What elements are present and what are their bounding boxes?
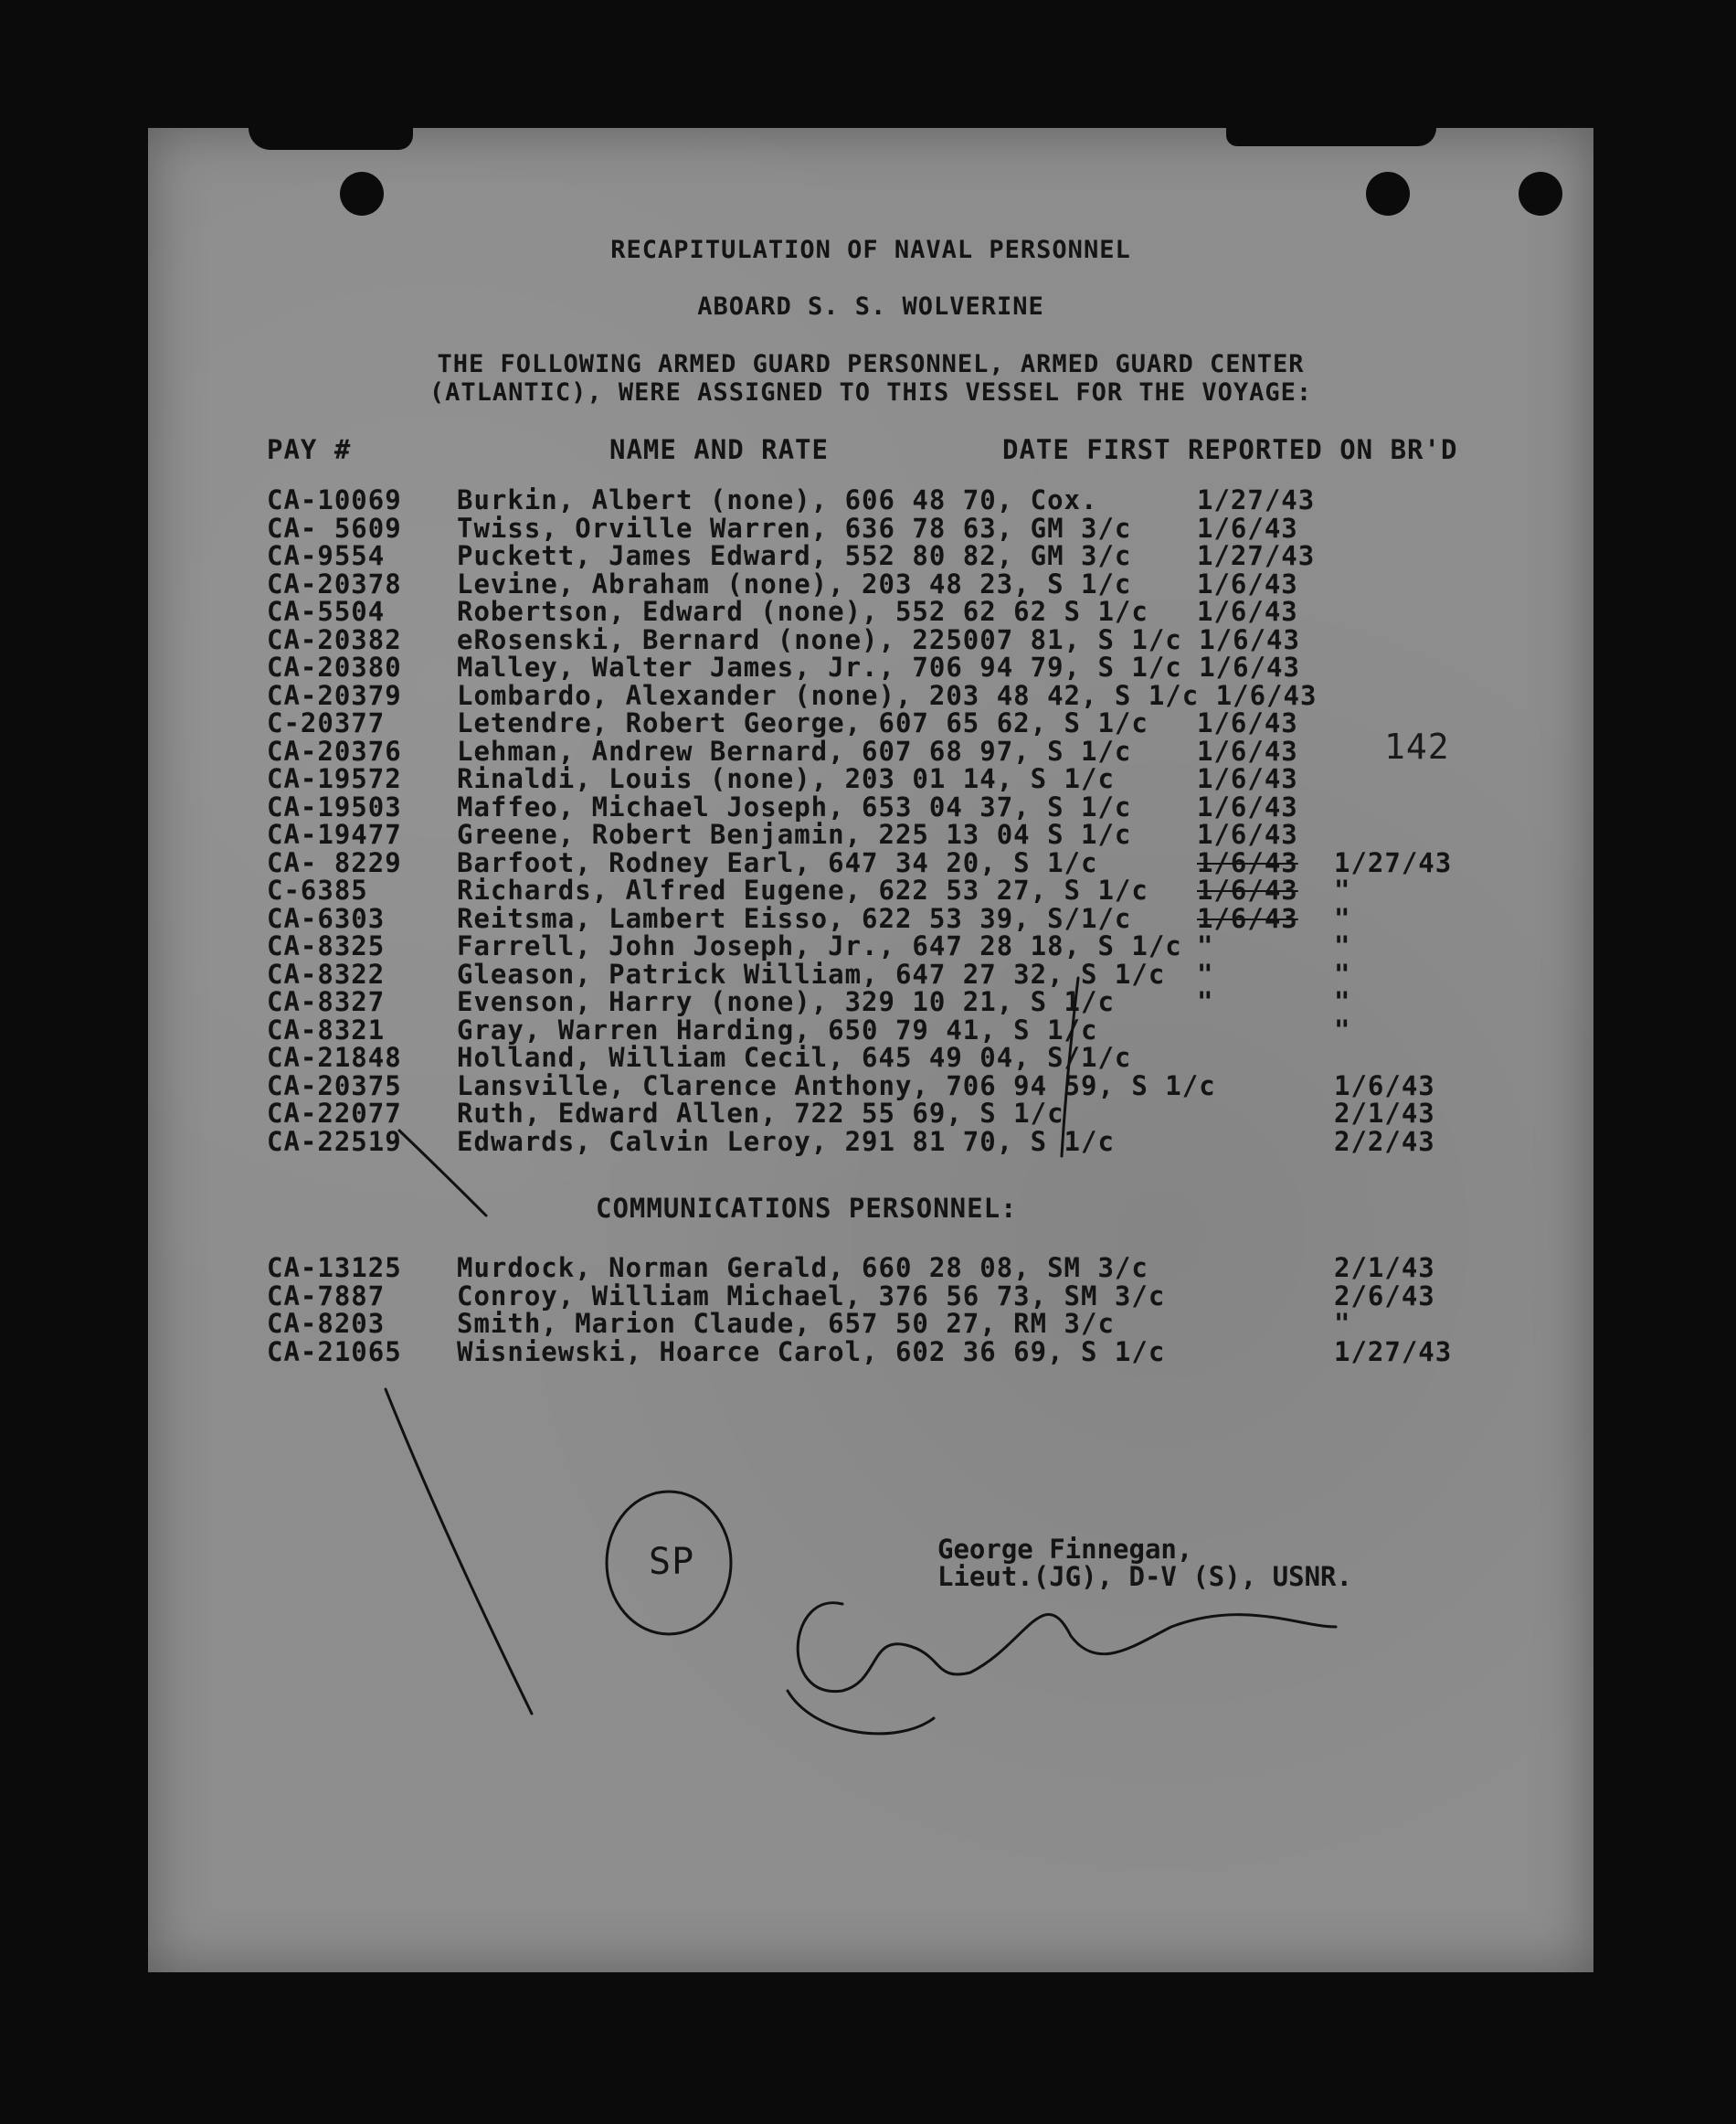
pay-number: CA-9554 [267, 540, 386, 571]
pay-number: CA-20376 [267, 735, 402, 767]
date-reported-revised: " [1334, 930, 1351, 961]
name-and-rate: Letendre, Robert George, 607 65 62, S 1/c [457, 707, 1149, 738]
date-reported: " [1197, 986, 1214, 1017]
pay-number: CA-8322 [267, 958, 386, 990]
name-and-rate: Reitsma, Lambert Eisso, 622 53 39, S/1/c [457, 902, 1132, 934]
document-title: RECAPITULATION OF NAVAL PERSONNEL [610, 236, 1131, 264]
name-and-rate: Robertson, Edward (none), 552 62 62 S 1/c [457, 596, 1149, 627]
pay-number: CA-19503 [267, 791, 402, 823]
document-page [148, 128, 1593, 1972]
name-and-rate: Holland, William Cecil, 645 49 04, S/1/c [457, 1042, 1132, 1073]
pay-number: CA-8321 [267, 1014, 386, 1046]
page-number-stamp: 142 [1384, 727, 1450, 767]
name-and-rate: Twiss, Orville Warren, 636 78 63, GM 3/c [457, 512, 1132, 544]
name-and-rate: Gleason, Patrick William, 647 27 32, S 1/c [457, 958, 1166, 990]
name-and-rate: Wisniewski, Hoarce Carol, 602 36 69, S 1/c [457, 1335, 1166, 1367]
pay-number: CA-22077 [267, 1098, 402, 1129]
date-reported-revised: 1/6/43 [1334, 1069, 1435, 1101]
header-pay: PAY # [267, 434, 352, 465]
name-and-rate: Farrell, John Joseph, Jr., 647 28 18, S 1/c [457, 930, 1182, 961]
date-reported-revised: " [1334, 902, 1351, 934]
name-and-rate: Malley, Walter James, Jr., 706 94 79, S 1/c 1/6/43 [457, 652, 1300, 683]
name-and-rate: Lehman, Andrew Bernard, 607 68 97, S 1/c [457, 735, 1132, 767]
pay-number: CA-20375 [267, 1069, 402, 1101]
name-and-rate: eRosenski, Bernard (none), 225007 81, S 1/c 1/6/43 [457, 623, 1300, 655]
pay-number: CA-20380 [267, 652, 402, 683]
date-reported-revised: 1/27/43 [1334, 846, 1453, 878]
name-and-rate: Richards, Alfred Eugene, 622 53 27, S 1/c [457, 875, 1149, 906]
date-reported-revised: " [1334, 1308, 1351, 1339]
date-reported: 1/27/43 [1197, 484, 1316, 515]
name-and-rate: Lansville, Clarence Anthony, 706 94 59, S 1/c [457, 1069, 1216, 1101]
date-reported: 1/6/43 [1197, 763, 1298, 794]
pay-number: C-20377 [267, 707, 386, 738]
date-reported-revised: 2/1/43 [1334, 1098, 1435, 1129]
name-and-rate: Gray, Warren Harding, 650 79 41, S 1/c [457, 1014, 1098, 1046]
pay-number: CA-8325 [267, 930, 386, 961]
pay-number: CA-6303 [267, 902, 386, 934]
name-and-rate: Maffeo, Michael Joseph, 653 04 37, S 1/c [457, 791, 1132, 823]
circled-note: SP [649, 1541, 695, 1583]
header-date: DATE FIRST REPORTED ON BR'D [1002, 434, 1458, 465]
document-subtitle: ABOARD S. S. WOLVERINE [697, 292, 1044, 321]
date-reported-revised: 1/27/43 [1334, 1335, 1453, 1367]
signature-stroke [788, 1691, 934, 1734]
date-reported-revised: 2/6/43 [1334, 1280, 1435, 1312]
header-name: NAME AND RATE [609, 434, 829, 465]
name-and-rate: Edwards, Calvin Leroy, 291 81 70, S 1/c [457, 1125, 1115, 1157]
date-reported: 1/6/43 [1197, 707, 1298, 738]
pay-number: CA-7887 [267, 1280, 386, 1312]
intro-line-2: (ATLANTIC), WERE ASSIGNED TO THIS VESSEL FOR THE VOYAGE: [429, 378, 1313, 407]
name-and-rate: Conroy, William Michael, 376 56 73, SM 3/c [457, 1280, 1166, 1312]
signer-name: George Finnegan, [937, 1534, 1193, 1565]
pay-number: CA-21848 [267, 1042, 402, 1073]
pay-number: CA-20379 [267, 679, 402, 711]
date-reported: " [1197, 958, 1214, 990]
date-reported: 1/6/43 [1197, 512, 1298, 544]
pencil-line [399, 1131, 486, 1216]
date-reported-revised: " [1334, 1014, 1351, 1046]
date-reported: 1/6/43 [1197, 596, 1298, 627]
pay-number: CA-20378 [267, 568, 402, 600]
pay-number: CA-13125 [267, 1252, 402, 1283]
pay-number: CA-8203 [267, 1308, 386, 1339]
pencil-line [1062, 978, 1078, 1156]
name-and-rate: Ruth, Edward Allen, 722 55 69, S 1/c [457, 1098, 1064, 1129]
pay-number: C-6385 [267, 875, 368, 906]
pay-number: CA-22519 [267, 1125, 402, 1157]
date-reported: 1/6/43 [1197, 735, 1298, 767]
name-and-rate: Puckett, James Edward, 552 80 82, GM 3/c [457, 540, 1132, 571]
date-reported-revised: 2/2/43 [1334, 1125, 1435, 1157]
date-reported: 1/6/43 [1197, 846, 1298, 878]
pay-number: CA-5504 [267, 596, 386, 627]
pay-number: CA-19572 [267, 763, 402, 794]
date-reported: " [1197, 930, 1214, 961]
handwritten-marks [148, 128, 1593, 1972]
pay-number: CA-19477 [267, 819, 402, 850]
pay-number: CA-20382 [267, 623, 402, 655]
date-reported: 1/6/43 [1197, 791, 1298, 823]
name-and-rate: Murdock, Norman Gerald, 660 28 08, SM 3/c [457, 1252, 1149, 1283]
name-and-rate: Burkin, Albert (none), 606 48 70, Cox. [457, 484, 1098, 515]
pay-number: CA- 5609 [267, 512, 402, 544]
date-reported-revised: " [1334, 958, 1351, 990]
signature-stroke [798, 1603, 1336, 1692]
intro-line-1: THE FOLLOWING ARMED GUARD PERSONNEL, ARMED GUARD CENTER [437, 350, 1305, 378]
pencil-line [386, 1389, 532, 1714]
pay-number: CA-8327 [267, 986, 386, 1017]
pay-number: CA-21065 [267, 1335, 402, 1367]
date-reported-revised: 2/1/43 [1334, 1252, 1435, 1283]
name-and-rate: Barfoot, Rodney Earl, 647 34 20, S 1/c [457, 846, 1098, 878]
date-reported: 1/6/43 [1197, 819, 1298, 850]
name-and-rate: Lombardo, Alexander (none), 203 48 42, S 1/c 1/6/43 [457, 679, 1318, 711]
pay-number: CA- 8229 [267, 846, 402, 878]
name-and-rate: Smith, Marion Claude, 657 50 27, RM 3/c [457, 1308, 1115, 1339]
date-reported: 1/6/43 [1197, 568, 1298, 600]
date-reported-revised: " [1334, 986, 1351, 1017]
date-reported: 1/6/43 [1197, 902, 1298, 934]
name-and-rate: Greene, Robert Benjamin, 225 13 04 S 1/c [457, 819, 1132, 850]
communications-heading: COMMUNICATIONS PERSONNEL: [596, 1193, 1018, 1224]
date-reported: 1/6/43 [1197, 875, 1298, 906]
date-reported-revised: " [1334, 875, 1351, 906]
name-and-rate: Levine, Abraham (none), 203 48 23, S 1/c [457, 568, 1132, 600]
date-reported: 1/27/43 [1197, 540, 1316, 571]
name-and-rate: Rinaldi, Louis (none), 203 01 14, S 1/c [457, 763, 1115, 794]
signer-rank: Lieut.(JG), D-V (S), USNR. [937, 1561, 1352, 1592]
name-and-rate: Evenson, Harry (none), 329 10 21, S 1/c [457, 986, 1115, 1017]
pay-number: CA-10069 [267, 484, 402, 515]
